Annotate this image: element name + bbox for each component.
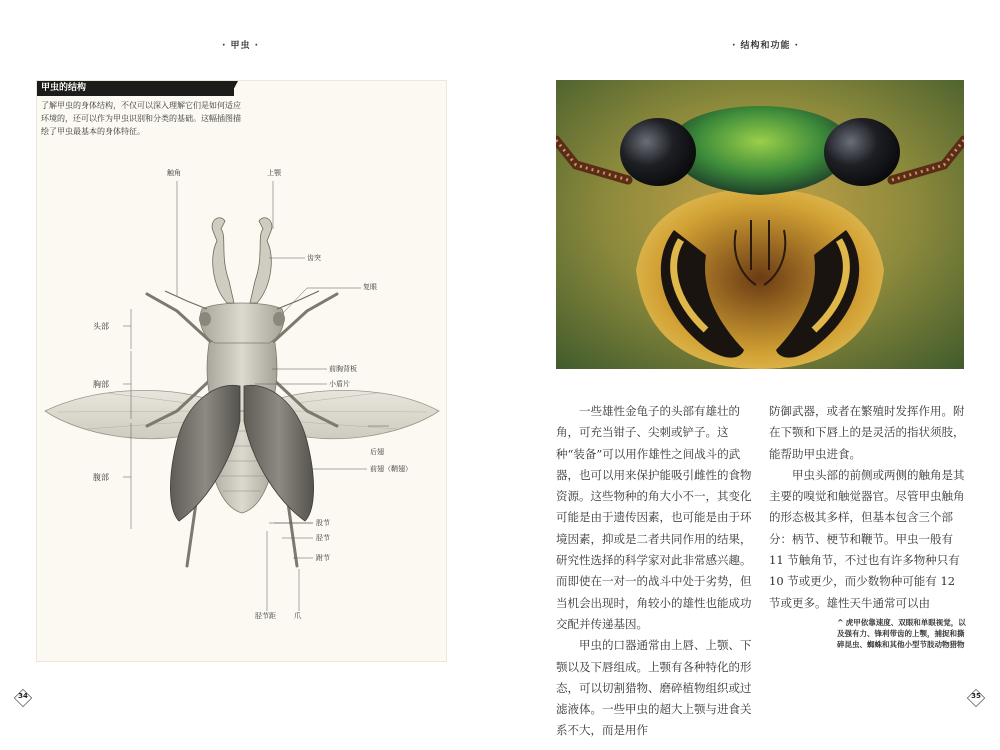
paragraph: 甲虫头部的前侧或两侧的触角是其主要的嗅觉和触觉器官。尽管甲虫触角的形态极其多样，但基本包含三个部分：柄节、梗节和鞭节。甲虫一般有 11 节触角节，不过也有许多物种只有 10 节或更少，而少数物种可能有 12 节或更多。雄性天牛通常可以由 [769, 467, 965, 610]
caption-text: 虎甲依靠速度、双眼和单眼视觉，以及强有力、锋利带齿的上颚，捕捉和撕碎昆虫、蜘蛛和其他小型节肢动物猎物 [837, 618, 966, 649]
label-tarsus: 跗节 [316, 554, 330, 562]
head-body [200, 303, 284, 343]
label-compound-eye: 复眼 [363, 283, 377, 291]
right-page [500, 0, 1000, 750]
label-tooth: 齿突 [307, 254, 321, 262]
running-head-left: · 甲虫 · [222, 41, 260, 51]
label-femur: 股节 [316, 519, 330, 527]
paragraph: 甲虫的口器通常由上唇、上颚、下颚以及下唇组成。上颚有各种特化的形态，可以切割猎物、磨碎植物组织或过滤液体。一些甲虫的超大上颚与进食关系不大，而是用作 [556, 638, 752, 738]
label-head: 头部 [93, 322, 109, 331]
beetle-diagram [37, 81, 446, 661]
label-antenna: 触角 [167, 169, 181, 177]
beetle-structure-panel [36, 80, 447, 662]
label-pronotum: 前胸背板 [329, 365, 357, 373]
panel-title: 甲虫的结构 [37, 81, 234, 96]
label-abdomen: 腹部 [93, 473, 109, 482]
page-number-text: 34 [18, 692, 28, 700]
panel-title-tail [230, 81, 238, 96]
page-number-right [967, 689, 985, 707]
right-mandible [250, 218, 272, 303]
tiger-beetle-photo [556, 80, 964, 369]
left-mandible [212, 218, 234, 303]
paragraph: 防御武器，或者在繁殖时发挥作用。附在下颚和下唇上的是灵活的指状须肢，能帮助甲虫进食。 [769, 404, 965, 461]
body-column-2 [769, 401, 965, 614]
label-mandible: 上颚 [267, 169, 281, 177]
tiger-beetle-illustration [556, 80, 964, 369]
paragraph: 一些雄性金龟子的头部有雄壮的角，可充当钳子、尖刺或铲子。这种“装备”可以用作雄性之间战斗的武器，也可以用来保护能吸引雌性的食物资源。这些物种的角大小不一，其变化可能是由于遗传因素，也可能是由于环境因素，抑或是二者共同作用的结果，研究性选择的科学家对此非常感兴趣。而即使在一对一的战斗中处于劣势，但当机会出现时，角较小的雄性也能成功交配并传递基因。 [556, 404, 752, 631]
photo-caption [837, 617, 968, 650]
caret-up-icon: ^ [837, 618, 844, 627]
page-number-text: 35 [971, 692, 981, 700]
label-hindwing: 后翅 [370, 448, 384, 456]
label-tibia: 胫节 [316, 534, 330, 542]
label-elytron: 前翅（鞘翅） [370, 465, 412, 473]
running-head-right: · 结构和功能 · [732, 41, 800, 51]
panel-intro: 了解甲虫的身体结构，不仅可以深入理解它们是如何适应环境的，还可以作为甲虫识别和分类的基础。这幅插图描绘了甲虫最基本的身体特征。 [41, 101, 241, 136]
page-number-left [14, 689, 32, 707]
label-tibial-spur: 胫节距 [255, 612, 276, 620]
label-claw: 爪 [294, 612, 301, 620]
label-scutellum: 小盾片 [329, 380, 350, 388]
body-column-1 [556, 401, 756, 742]
label-thorax: 胸部 [93, 380, 109, 389]
